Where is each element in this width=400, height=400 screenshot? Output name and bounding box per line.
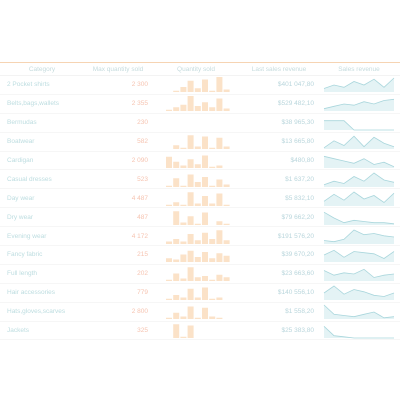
quantity-bar-sparkline <box>152 114 240 131</box>
revenue-area-sparkline <box>318 284 400 301</box>
table-row[interactable] <box>0 303 400 322</box>
category-cell: Boatwear <box>7 138 35 146</box>
table-row[interactable] <box>0 284 400 303</box>
revenue-area-sparkline <box>318 209 400 226</box>
revenue-cell: $23 663,60 <box>281 270 314 278</box>
category-cell: Hats,gloves,scarves <box>7 308 66 316</box>
sales-table <box>0 62 400 340</box>
quantity-bar <box>202 156 208 169</box>
quantity-bar <box>173 202 179 206</box>
category-cell: Casual dresses <box>7 175 52 183</box>
revenue-cell: $39 670,20 <box>281 251 314 259</box>
revenue-cell: $5 832,10 <box>285 194 314 202</box>
quantity-bar <box>188 268 194 282</box>
revenue-area-sparkline <box>318 95 400 112</box>
quantity-bar <box>209 167 215 168</box>
quantity-bar <box>209 239 215 244</box>
quantity-bar <box>209 317 215 320</box>
quantity-bar <box>188 216 194 225</box>
quantity-bar <box>224 278 230 282</box>
quantity-bar <box>209 186 215 187</box>
max-quantity-cell: 487 <box>137 213 148 221</box>
table-row[interactable] <box>0 133 400 152</box>
category-cell: Dry wear <box>7 213 34 221</box>
quantity-bar <box>216 254 222 263</box>
quantity-bar <box>173 178 179 187</box>
quantity-bar <box>166 241 172 244</box>
quantity-bar <box>180 241 186 244</box>
quantity-bar <box>180 298 186 301</box>
quantity-bar <box>216 298 222 301</box>
quantity-bar <box>166 318 172 319</box>
max-quantity-cell: 2 800 <box>131 308 148 316</box>
quantity-bar <box>195 164 201 168</box>
quantity-bar <box>180 186 186 187</box>
quantity-bar <box>224 256 230 262</box>
quantity-bar <box>202 137 208 150</box>
table-row[interactable] <box>0 114 400 133</box>
quantity-bar <box>216 275 222 281</box>
max-quantity-cell: 202 <box>137 270 148 278</box>
quantity-bar-sparkline <box>152 171 240 188</box>
quantity-bar <box>209 259 215 263</box>
quantity-bar <box>195 147 201 150</box>
max-quantity-cell: 779 <box>137 289 148 297</box>
table-header <box>0 62 400 76</box>
table-body <box>0 76 400 340</box>
category-cell: Cardigan <box>7 157 34 164</box>
quantity-bar-sparkline <box>152 76 240 93</box>
quantity-bar-sparkline <box>152 265 240 282</box>
quantity-bar-sparkline <box>152 246 240 263</box>
quantity-bar <box>202 196 208 206</box>
quantity-bar <box>188 251 194 262</box>
quantity-bar <box>195 240 201 244</box>
quantity-bar <box>173 211 179 225</box>
quantity-bar <box>202 252 208 262</box>
quantity-bar <box>224 184 230 187</box>
quantity-bar <box>224 109 230 112</box>
quantity-bar <box>188 326 194 339</box>
quantity-bar <box>195 223 201 224</box>
header-max-quantity[interactable]: Max quantity sold <box>92 65 144 73</box>
max-quantity-cell: 4 172 <box>131 232 148 240</box>
quantity-bar <box>224 205 230 206</box>
table-row[interactable] <box>0 152 400 171</box>
quantity-bar <box>188 192 194 206</box>
quantity-bar <box>209 108 215 112</box>
quantity-bar-sparkline <box>152 284 240 301</box>
quantity-bar <box>180 87 186 92</box>
quantity-bar <box>209 203 215 206</box>
quantity-bar <box>209 299 215 300</box>
quantity-bar <box>173 295 179 300</box>
quantity-bar <box>173 162 179 168</box>
revenue-area <box>324 286 394 300</box>
quantity-bar-sparkline <box>152 152 240 169</box>
category-cell: Fancy fabric <box>7 251 43 259</box>
revenue-area-sparkline <box>318 152 400 169</box>
table-row[interactable] <box>0 76 400 95</box>
quantity-bar <box>180 279 186 282</box>
max-quantity-cell: 230 <box>137 119 148 127</box>
quantity-bar <box>195 257 201 262</box>
quantity-bar <box>216 166 222 169</box>
revenue-cell: $480,80 <box>290 157 314 164</box>
revenue-area <box>324 326 394 338</box>
table-row[interactable] <box>0 208 400 227</box>
quantity-bar <box>180 166 186 169</box>
quantity-bar <box>216 318 222 319</box>
category-cell: Jackets <box>7 327 30 335</box>
quantity-bar <box>216 179 222 187</box>
quantity-bar <box>195 106 201 111</box>
quantity-bar-sparkline <box>152 95 240 112</box>
quantity-bar <box>216 99 222 112</box>
quantity-bar <box>188 81 194 92</box>
quantity-bar <box>173 313 179 319</box>
revenue-cell: $1 558,20 <box>285 308 314 316</box>
quantity-bar <box>202 288 208 301</box>
quantity-bar <box>166 259 172 263</box>
quantity-bar-sparkline <box>152 228 240 245</box>
quantity-bar <box>173 239 179 244</box>
revenue-area-sparkline <box>318 322 400 339</box>
quantity-bar <box>166 157 172 168</box>
max-quantity-cell: 2 090 <box>131 157 148 164</box>
max-quantity-cell: 523 <box>137 175 148 183</box>
quantity-bar <box>209 280 215 281</box>
revenue-area <box>324 192 394 206</box>
revenue-cell: $38 965,30 <box>281 119 314 127</box>
quantity-bar <box>188 135 194 149</box>
revenue-area-sparkline <box>318 171 400 188</box>
quantity-bar <box>195 203 201 206</box>
category-cell: Bermudas <box>7 119 37 127</box>
quantity-bar <box>173 108 179 112</box>
max-quantity-cell: 325 <box>137 327 148 335</box>
table-row[interactable] <box>0 95 400 114</box>
quantity-bar <box>195 89 201 93</box>
quantity-bar <box>202 276 208 281</box>
quantity-bar <box>224 223 230 224</box>
header-last-revenue[interactable]: Last sales revenue <box>251 65 307 73</box>
revenue-area-sparkline <box>318 114 400 131</box>
quantity-bar <box>195 318 201 319</box>
max-quantity-cell: 215 <box>137 251 148 259</box>
quantity-bar <box>180 105 186 111</box>
revenue-area <box>324 305 394 319</box>
revenue-area-sparkline <box>318 246 400 263</box>
quantity-bar <box>202 212 208 225</box>
category-cell: Belts,bags,wallets <box>7 100 60 108</box>
revenue-cell: $1 637,20 <box>285 175 314 183</box>
quantity-bar <box>180 205 186 206</box>
quantity-bar-sparkline <box>152 190 240 207</box>
quantity-bar-sparkline <box>152 133 240 150</box>
quantity-bar <box>180 222 186 225</box>
quantity-bar <box>188 289 194 300</box>
revenue-area-sparkline <box>318 76 400 93</box>
revenue-cell: $79 662,20 <box>281 213 314 221</box>
quantity-bar <box>195 278 201 282</box>
quantity-bar <box>188 307 194 320</box>
revenue-cell: $401 047,80 <box>277 81 314 89</box>
quantity-bar <box>173 91 179 92</box>
table-row[interactable] <box>0 189 400 208</box>
quantity-bar <box>216 221 222 225</box>
quantity-bar <box>188 234 194 244</box>
quantity-bar <box>216 230 222 244</box>
table-row[interactable] <box>0 170 400 189</box>
revenue-area <box>324 121 394 130</box>
quantity-bar <box>173 274 179 282</box>
quantity-bar <box>173 145 179 149</box>
category-cell: Full length <box>7 270 37 278</box>
quantity-bar <box>224 240 230 244</box>
revenue-area-sparkline <box>318 190 400 207</box>
table-row[interactable] <box>0 246 400 265</box>
revenue-cell: $13 665,80 <box>281 138 314 146</box>
revenue-area-sparkline <box>318 228 400 245</box>
table-row[interactable] <box>0 322 400 341</box>
quantity-bar <box>180 255 186 263</box>
quantity-bar <box>224 90 230 93</box>
quantity-bar <box>224 147 230 150</box>
quantity-bar <box>202 177 208 187</box>
category-cell: 2 Pocket shirts <box>7 81 50 89</box>
revenue-cell: $140 556,10 <box>277 289 314 297</box>
revenue-cell: $25 383,80 <box>281 327 314 335</box>
quantity-bar-sparkline <box>152 303 240 320</box>
quantity-bar <box>166 110 172 111</box>
max-quantity-cell: 582 <box>137 138 148 146</box>
quantity-bar <box>173 324 179 338</box>
quantity-bar <box>166 186 172 187</box>
quantity-bar <box>202 308 208 319</box>
header-category[interactable]: Category <box>28 65 56 73</box>
quantity-bar <box>180 317 186 320</box>
quantity-bar <box>188 96 194 111</box>
quantity-bar <box>180 148 186 149</box>
quantity-bar <box>195 298 201 301</box>
quantity-bar <box>216 193 222 206</box>
quantity-bar <box>166 280 172 281</box>
quantity-bar <box>216 77 222 92</box>
table-row[interactable] <box>0 265 400 284</box>
quantity-bar <box>173 260 179 263</box>
quantity-bar-sparkline <box>152 209 240 226</box>
quantity-bar-sparkline <box>152 322 240 339</box>
category-cell: Evening wear <box>7 232 47 240</box>
max-quantity-cell: 4 487 <box>131 194 148 202</box>
quantity-bar <box>166 299 172 300</box>
revenue-cell: $191 576,20 <box>277 232 314 240</box>
quantity-bar <box>216 138 222 149</box>
quantity-bar <box>195 182 201 187</box>
category-cell: Day wear <box>7 194 35 202</box>
header-sales-revenue[interactable]: Sales revenue <box>338 65 380 73</box>
header-quantity-sold[interactable]: Quantity sold <box>177 65 215 73</box>
quantity-bar <box>202 232 208 243</box>
quantity-bar <box>166 205 172 206</box>
category-cell: Hair accessories <box>7 289 56 297</box>
revenue-area-sparkline <box>318 265 400 282</box>
revenue-area-sparkline <box>318 133 400 150</box>
quantity-bar <box>202 103 208 112</box>
max-quantity-cell: 2 300 <box>131 81 148 89</box>
quantity-bar <box>209 91 215 92</box>
revenue-cell: $529 482,10 <box>277 100 314 108</box>
table-row[interactable] <box>0 227 400 246</box>
max-quantity-cell: 2 355 <box>131 100 148 108</box>
quantity-bar <box>188 174 194 187</box>
quantity-bar <box>180 337 186 338</box>
quantity-bar <box>202 80 208 93</box>
quantity-bar <box>188 159 194 168</box>
quantity-bar <box>209 148 215 149</box>
revenue-area-sparkline <box>318 303 400 320</box>
